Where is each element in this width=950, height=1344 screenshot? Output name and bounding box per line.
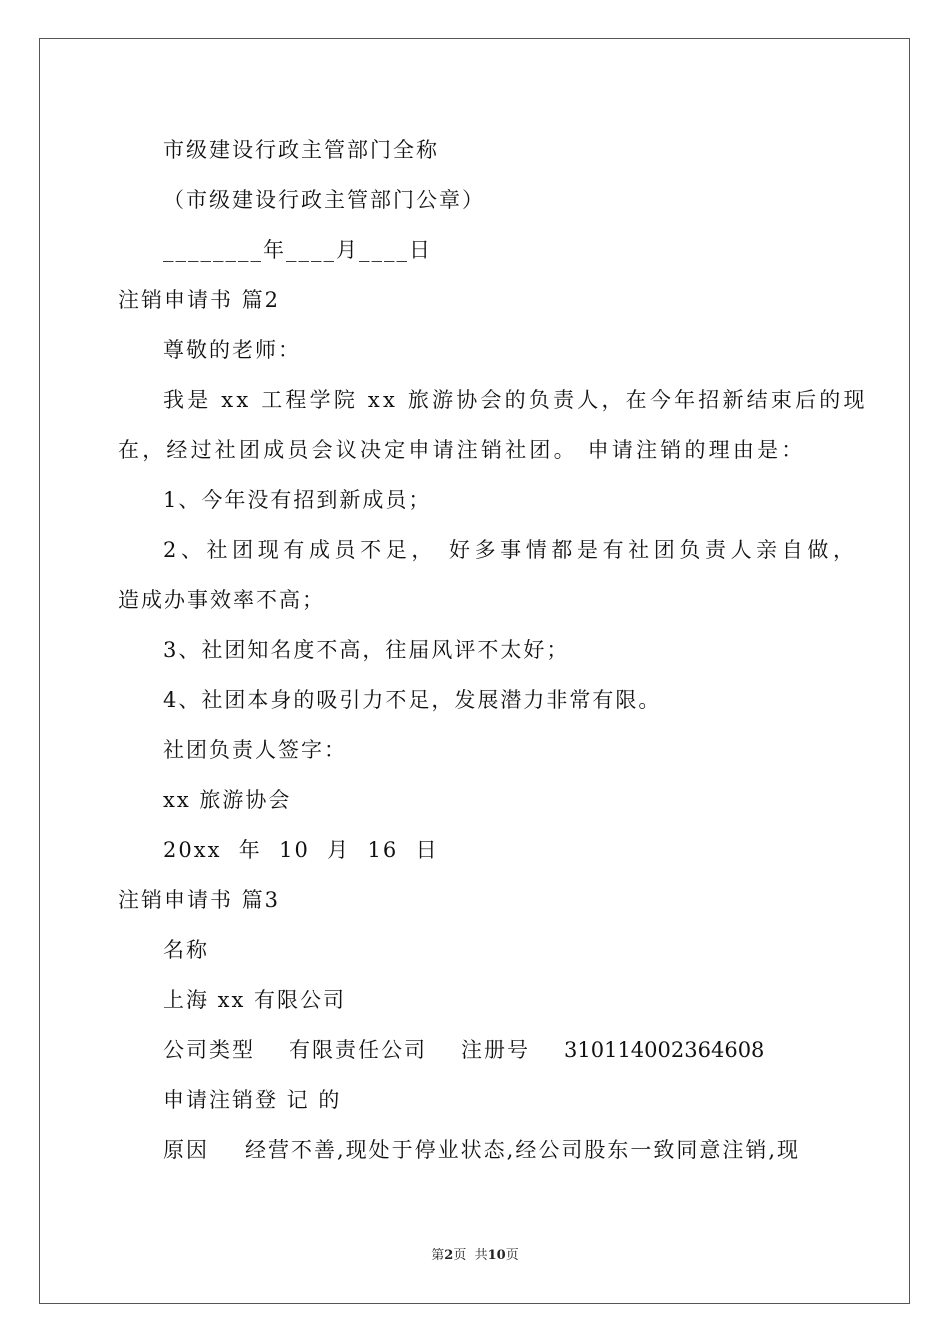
signature-date: 20xx 年 10 月 16 日 — [163, 838, 439, 862]
registration-number: 310114002364608 — [564, 1038, 765, 1062]
reason-2-part-2: 好多事情都是有社团负责人亲自做， — [448, 538, 859, 562]
apply-label: 申请注销登 记 的 — [163, 1088, 342, 1112]
reason-row — [163, 1136, 800, 1164]
reason-value: 经营不善,现处于停业状态,经公司股东一致同意注销,现 — [245, 1138, 801, 1162]
salutation: 尊敬的老师： — [163, 338, 301, 362]
section-heading-2: 注销申请书 篇2 — [118, 288, 281, 312]
page-total: 10 — [487, 1248, 506, 1263]
company-type-label: 公司类型 — [163, 1038, 255, 1062]
page-footer — [0, 1248, 950, 1264]
registration-label: 注册号 — [461, 1038, 530, 1062]
page-border — [39, 38, 910, 1304]
page-suffix: 页 — [505, 1248, 519, 1263]
date-blank: ________年____月____日 — [163, 238, 432, 262]
intro-line-2: 在，经过社团成员会议决定申请注销社团。 申请注销的理由是： — [118, 438, 806, 462]
reason-1: 1、今年没有招到新成员； — [163, 488, 432, 512]
reason-2-line-2: 造成办事效率不高； — [118, 588, 325, 612]
page-mid: 页 共 — [453, 1248, 488, 1263]
name-label: 名称 — [163, 938, 209, 962]
reason-label: 原因 — [163, 1138, 209, 1162]
reason-2-part-1: 2、社团现有成员不足， — [163, 538, 437, 562]
company-info-row — [163, 1036, 764, 1064]
intro-line-1: 我是 xx 工程学院 xx 旅游协会的负责人，在今年招新结束后的现 — [163, 388, 868, 412]
reason-2 — [163, 536, 859, 564]
signature-label: 社团负责人签字： — [163, 738, 347, 762]
company-name: 上海 xx 有限公司 — [163, 988, 347, 1012]
organization-name: xx 旅游协会 — [163, 788, 292, 812]
reason-3: 3、社团知名度不高，往届风评不太好； — [163, 638, 570, 662]
page-prefix: 第 — [431, 1248, 445, 1263]
section-heading-3: 注销申请书 篇3 — [118, 888, 281, 912]
company-type-value: 有限责任公司 — [289, 1038, 427, 1062]
page-current: 2 — [444, 1248, 454, 1263]
authority-name: 市级建设行政主管部门全称 — [163, 138, 439, 162]
authority-seal: （市级建设行政主管部门公章） — [163, 188, 485, 212]
reason-4: 4、社团本身的吸引力不足，发展潜力非常有限。 — [163, 688, 662, 712]
